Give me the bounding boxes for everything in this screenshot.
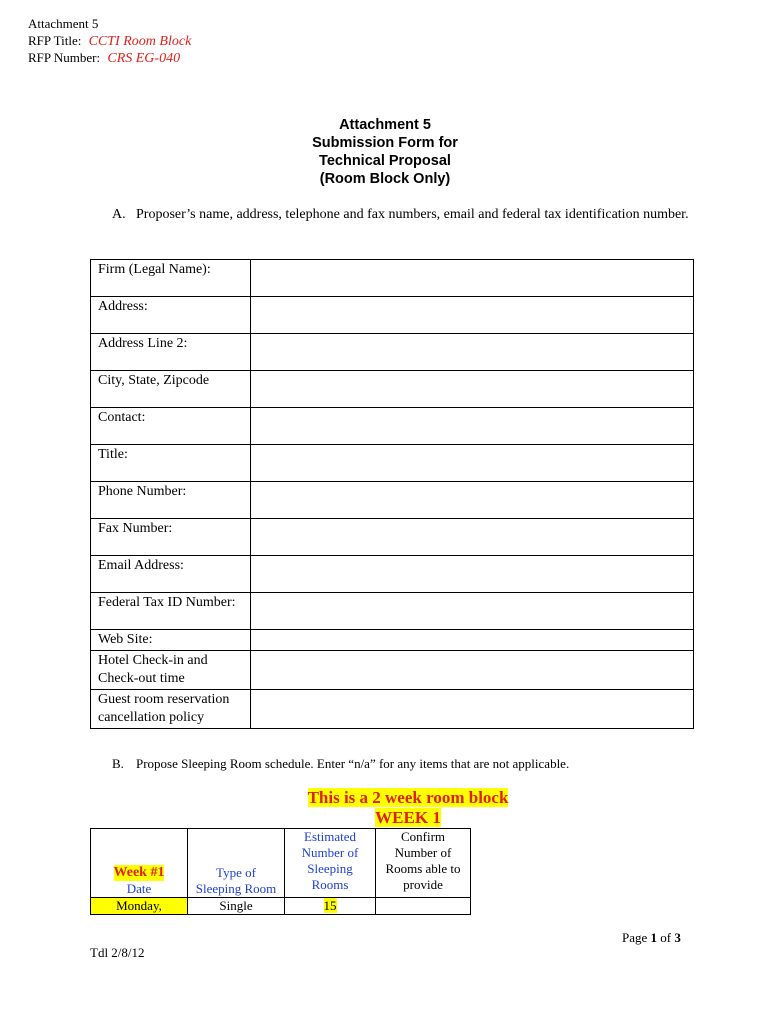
form-row-label: Phone Number: [91, 482, 251, 519]
form-row [91, 593, 694, 630]
page-number [622, 930, 681, 946]
section-b-text: Propose Sleeping Room schedule. Enter “n/a” for any items that are not applicable. [136, 756, 570, 771]
form-row [91, 630, 694, 651]
schedule-row [91, 898, 471, 915]
form-row [91, 408, 694, 445]
rfp-title-line [28, 33, 191, 50]
title-line-2: Submission Form for [312, 135, 458, 151]
rfp-title-value: CCTI Room Block [88, 34, 192, 49]
form-row [91, 482, 694, 519]
rfp-number-label: RFP Number: [28, 50, 101, 65]
title-line-1: Attachment 5 [339, 117, 431, 133]
form-row-input[interactable] [251, 334, 694, 371]
schedule-type-cell[interactable]: Single [188, 898, 285, 915]
section-b [112, 756, 569, 772]
title-line-4: (Room Block Only) [319, 171, 451, 187]
schedule-confirm-cell[interactable] [376, 898, 471, 915]
proposer-info-table [90, 259, 694, 729]
section-a [112, 206, 702, 224]
form-row-label: Web Site: [91, 630, 251, 651]
document-title [0, 116, 770, 188]
form-row [91, 556, 694, 593]
form-row [91, 519, 694, 556]
form-row-input[interactable] [251, 593, 694, 630]
estimated-rooms-value: 15 [323, 898, 337, 913]
date-label: Date [126, 881, 152, 896]
form-row-label: Address: [91, 297, 251, 334]
banner-line-1: This is a 2 week room block [307, 788, 509, 807]
schedule-estimated-cell[interactable] [285, 898, 376, 915]
form-row-label: Guest room reservation cancellation policy [91, 690, 251, 729]
banner-line-2: WEEK 1 [375, 808, 441, 827]
confirm-rooms-header: Confirm Number of Rooms able to provide [376, 829, 471, 898]
revision-note: Tdl 2/8/12 [90, 945, 145, 960]
rfp-number-value: CRS EG-040 [107, 51, 181, 66]
room-type-header: Type of Sleeping Room [188, 829, 285, 898]
week-date-header [91, 829, 188, 898]
form-row [91, 690, 694, 729]
form-row-input[interactable] [251, 297, 694, 334]
form-row-input[interactable] [251, 651, 694, 690]
form-row-input[interactable] [251, 519, 694, 556]
rfp-title-label: RFP Title: [28, 33, 82, 48]
form-row-label: Federal Tax ID Number: [91, 593, 251, 630]
form-row-label: Address Line 2: [91, 334, 251, 371]
attachment-label: Attachment 5 [28, 16, 99, 31]
form-row-label: Hotel Check-in and Check-out time [91, 651, 251, 690]
form-row-input[interactable] [251, 371, 694, 408]
form-row-label: Title: [91, 445, 251, 482]
form-row-label: Fax Number: [91, 519, 251, 556]
sleeping-room-schedule-table [90, 828, 471, 915]
title-line-3: Technical Proposal [319, 153, 451, 169]
page-total: 3 [674, 930, 681, 945]
estimated-rooms-header: Estimated Number of Sleeping Rooms [285, 829, 376, 898]
schedule-header-row [91, 829, 471, 898]
week-label: Week #1 [113, 865, 165, 880]
form-row-label: Contact: [91, 408, 251, 445]
form-row-input[interactable] [251, 690, 694, 729]
section-b-letter: B. [112, 756, 124, 771]
schedule-date-cell[interactable]: Monday, [91, 898, 188, 915]
page-current: 1 [650, 930, 658, 945]
form-row [91, 334, 694, 371]
form-row-input[interactable] [251, 482, 694, 519]
form-row [91, 371, 694, 408]
form-row-input[interactable] [251, 260, 694, 297]
form-row [91, 260, 694, 297]
page-of: of [660, 930, 672, 945]
rfp-number-line [28, 50, 180, 67]
form-row-label: Email Address: [91, 556, 251, 593]
form-row-input[interactable] [251, 445, 694, 482]
form-row [91, 445, 694, 482]
form-row-label: City, State, Zipcode [91, 371, 251, 408]
room-block-banner [0, 788, 770, 828]
form-row-input[interactable] [251, 408, 694, 445]
form-row [91, 651, 694, 690]
page-prefix: Page [622, 930, 648, 945]
section-a-text: Proposer’s name, address, telephone and fax numbers, email and federal tax identification number. [136, 207, 689, 222]
form-row-input[interactable] [251, 630, 694, 651]
section-a-letter: A. [112, 207, 126, 222]
form-row-input[interactable] [251, 556, 694, 593]
form-row-label: Firm (Legal Name): [91, 260, 251, 297]
form-row [91, 297, 694, 334]
